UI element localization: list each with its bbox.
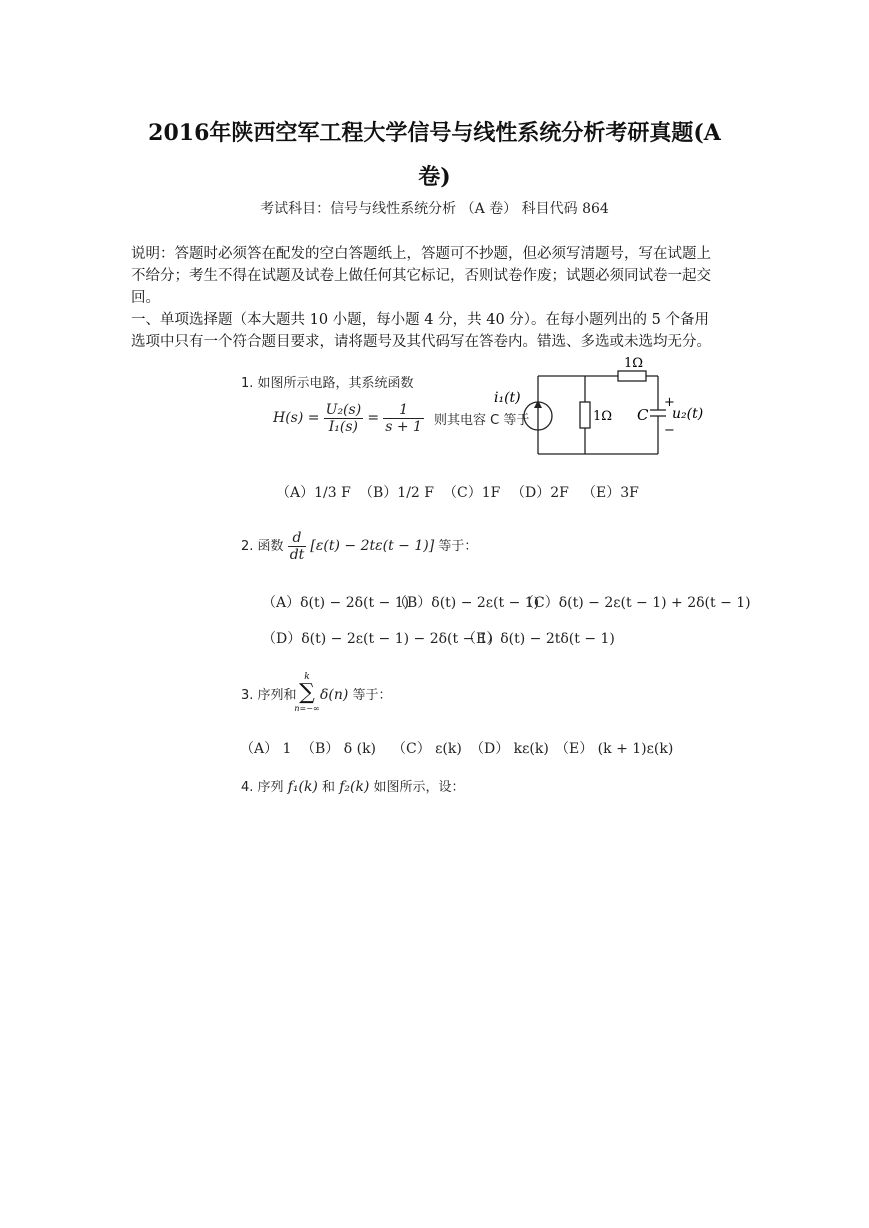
- q2-d-den: dt: [289, 547, 305, 563]
- q2-stem-suffix: 等于：: [438, 539, 478, 554]
- sigma-icon: ∑: [299, 680, 315, 705]
- q1-denominator2: s + 1: [385, 419, 422, 435]
- q2-expr: [ε(t) − 2tε(t − 1)]: [310, 538, 435, 554]
- q1-option-b: （B）1/2 F: [359, 485, 434, 501]
- q1-formula: [273, 402, 424, 435]
- q1-option-e: （E）3F: [582, 485, 639, 501]
- q4-f1: f₁(k): [287, 779, 318, 795]
- q3-sum-top: k: [304, 672, 310, 682]
- q1-formula-lhs: H(s) =: [273, 410, 320, 426]
- q1-fraction2: [383, 402, 424, 435]
- q1-stem: 1. 如图所示电路，其系统函数: [241, 376, 414, 391]
- q1-capacitor-label: C: [637, 406, 649, 424]
- instruction-line: 回。: [131, 290, 160, 306]
- q3-sum-bottom: n=−∞: [294, 704, 320, 713]
- q3-stem-suffix: 等于：: [352, 688, 392, 703]
- page-title-line1: 2016年陕西空军工程大学信号与线性系统分析考研真题(A: [148, 120, 721, 146]
- q3-sum-expr: δ(n): [320, 687, 349, 703]
- q2-derivative: [288, 530, 307, 563]
- q1-option-d: （D）2F: [511, 485, 569, 501]
- q1-option-a: （A）1/3 F: [276, 485, 351, 501]
- q1-then: 则其电容 C 等于: [434, 413, 530, 428]
- q2-stem-prefix: 2. 函数: [241, 539, 284, 554]
- q2-option-b: （B）δ(t) − 2ε(t − 1): [393, 595, 540, 611]
- q4-f2: f₂(k): [339, 779, 370, 795]
- q1-numerator: U₂(s): [325, 402, 362, 418]
- q3-option-b: （B） δ (k): [301, 741, 377, 757]
- q4-stem-prefix: 4. 序列: [241, 780, 284, 795]
- q1-plus-sign: +: [664, 395, 675, 410]
- q1-numerator2: 1: [383, 402, 424, 419]
- q4-stem: [241, 776, 465, 795]
- q1-top-resistor-label: 1Ω: [624, 356, 644, 371]
- q1-circuit-diagram: [480, 352, 720, 462]
- instruction-line: 不给分；考生不得在试题及试卷上做任何其它标记，否则试卷作废；试题必须同试卷一起交: [131, 268, 711, 284]
- q3-stem-prefix: 3. 序列和: [241, 688, 297, 703]
- q3-stem-rest: [320, 684, 392, 703]
- q4-stem-suffix: 如图所示，设：: [373, 780, 465, 795]
- page-title-line2: 卷): [418, 164, 451, 190]
- q3-option-a: （A） 1: [240, 741, 292, 757]
- q1-output-label: u₂(t): [672, 406, 704, 422]
- instruction-line: 说明：答题时必须答在配发的空白答题纸上，答题可不抄题，但必须写清题号，写在试题上: [131, 246, 711, 262]
- q2-stem: [241, 530, 477, 563]
- q1-formula-eq: =: [367, 410, 380, 426]
- q2-option-e: （E）δ(t) − 2tδ(t − 1): [462, 631, 615, 647]
- section-line: 一、单项选择题（本大题共 10 小题，每小题 4 分，共 40 分）。在每小题列出的 5 个备用: [131, 312, 709, 328]
- q3-option-d: （D） kε(k): [470, 741, 549, 757]
- q2-option-c: （C）δ(t) − 2ε(t − 1) + 2δ(t − 1): [520, 595, 751, 611]
- q1-minus-sign: −: [664, 423, 675, 438]
- q2-option-d: （D）δ(t) − 2ε(t − 1) − 2δ(t − 1): [262, 631, 494, 647]
- q2-d-num: d: [288, 530, 307, 547]
- q3-option-e: （E） (k + 1)ε(k): [555, 741, 674, 757]
- q1-denominator: I₁(s): [328, 419, 359, 435]
- q4-and: 和: [322, 780, 336, 795]
- q3-option-c: （C） ε(k): [392, 741, 462, 757]
- q1-source-label: i₁(t): [494, 390, 521, 406]
- q3-sum: [294, 672, 320, 714]
- q1-option-c: （C）1F: [443, 485, 501, 501]
- q1-fraction: [324, 402, 364, 435]
- q2-option-a: （A）δ(t) − 2δ(t − 1): [262, 595, 410, 611]
- exam-subtitle: 考试科目：信号与线性系统分析 （A 卷） 科目代码 864: [260, 201, 609, 217]
- source-arrow-icon: [534, 400, 542, 408]
- q1-mid-resistor-label: 1Ω: [593, 409, 613, 424]
- section-line: 选项中只有一个符合题目要求，请将题号及其代码写在答卷内。错选、多选或未选均无分。: [131, 334, 711, 350]
- instructions: [131, 243, 743, 353]
